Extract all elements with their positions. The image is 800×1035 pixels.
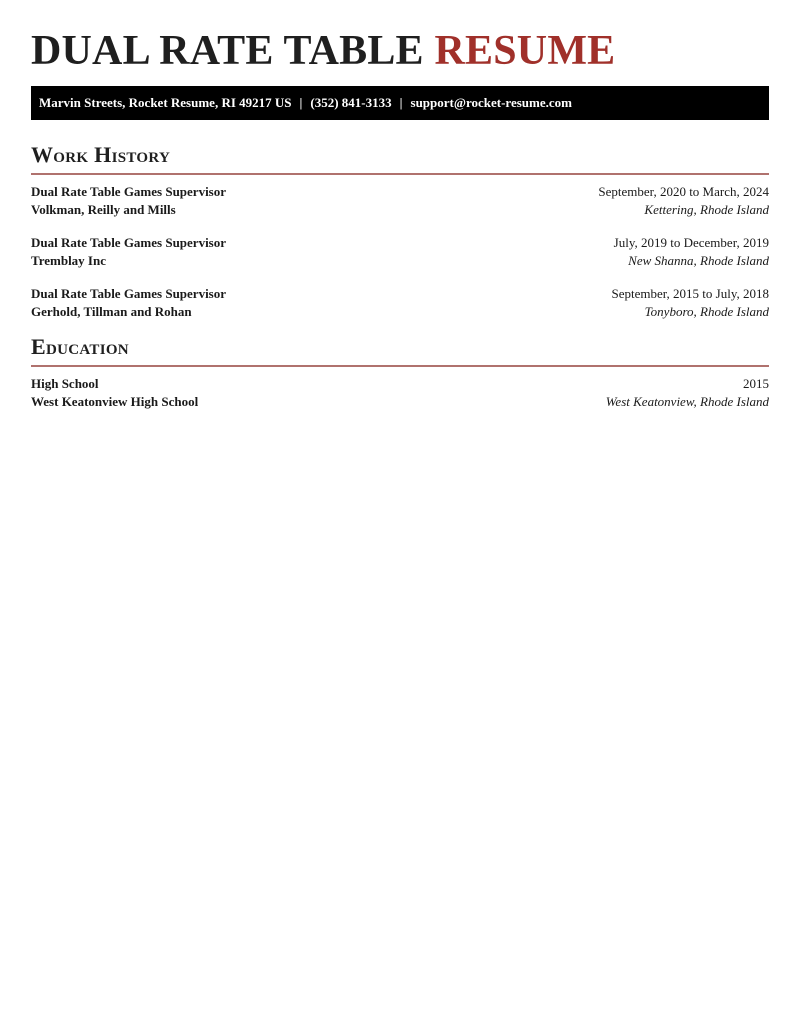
contact-separator: | xyxy=(399,95,403,110)
job-dates: July, 2019 to December, 2019 xyxy=(613,235,769,250)
education-heading: Education xyxy=(31,334,129,359)
job-location: Kettering, Rhode Island xyxy=(644,202,769,217)
work-entry xyxy=(31,183,769,219)
contact-phone: (352) 841-3133 xyxy=(310,95,392,110)
employer-name: Gerhold, Tillman and Rohan xyxy=(31,304,192,319)
title-accent: RESUME xyxy=(434,28,616,74)
school-name: West Keatonview High School xyxy=(31,394,199,409)
job-dates: September, 2020 to March, 2024 xyxy=(598,184,769,199)
section-divider xyxy=(31,173,769,175)
degree-name: High School xyxy=(31,376,99,391)
graduation-year: 2015 xyxy=(743,376,769,391)
contact-bar xyxy=(31,86,769,120)
work-history-section xyxy=(31,143,769,321)
job-location: Tonyboro, Rhode Island xyxy=(644,304,769,319)
contact-separator: | xyxy=(299,95,303,110)
job-title: Dual Rate Table Games Supervisor xyxy=(31,184,227,199)
job-dates: September, 2015 to July, 2018 xyxy=(611,286,769,301)
work-entry xyxy=(31,234,769,270)
job-location: New Shanna, Rhode Island xyxy=(628,253,769,268)
work-history-heading: Work History xyxy=(31,142,171,167)
job-title: Dual Rate Table Games Supervisor xyxy=(31,235,227,250)
resume-title xyxy=(31,0,769,73)
school-location: West Keatonview, Rhode Island xyxy=(605,394,769,409)
section-divider xyxy=(31,365,769,367)
contact-email: support@rocket-resume.com xyxy=(410,95,572,110)
title-main: DUAL RATE TABLE xyxy=(31,28,424,74)
contact-address: Marvin Streets, Rocket Resume, RI 49217 US xyxy=(39,95,292,110)
job-title: Dual Rate Table Games Supervisor xyxy=(31,286,227,301)
employer-name: Volkman, Reilly and Mills xyxy=(31,202,176,217)
education-section xyxy=(31,335,769,411)
work-entry xyxy=(31,285,769,321)
employer-name: Tremblay Inc xyxy=(31,253,106,268)
education-entry xyxy=(31,375,769,411)
